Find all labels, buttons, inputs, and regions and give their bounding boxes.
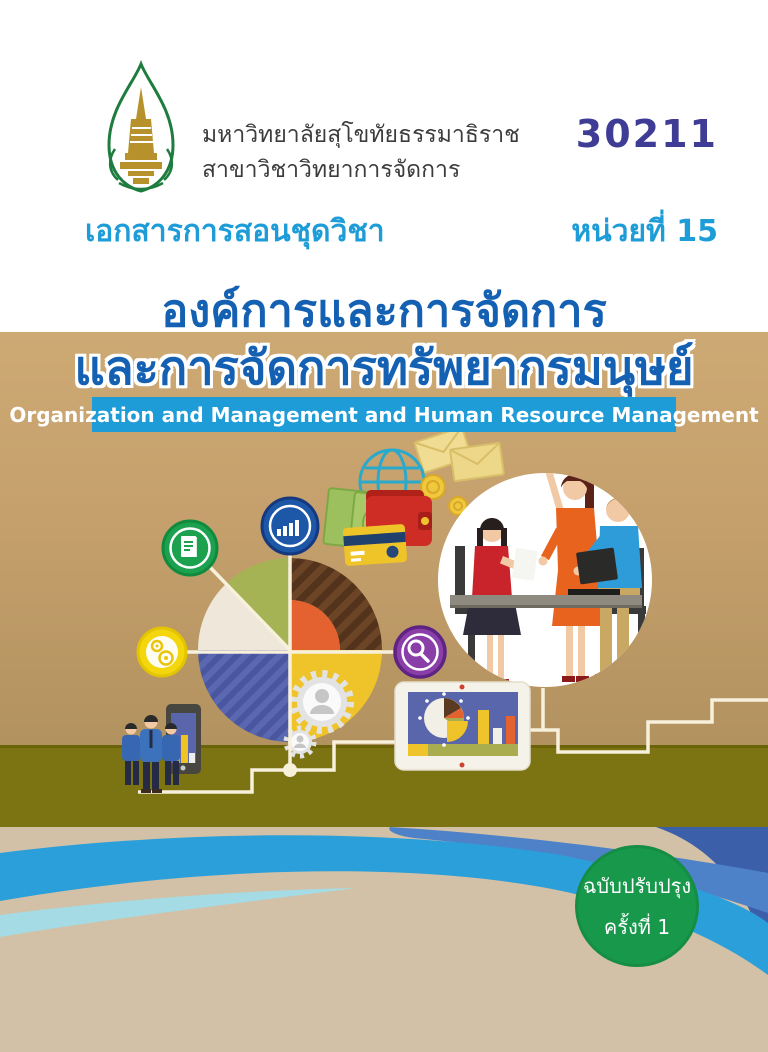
university-name: มหาวิทยาลัยสุโขทัยธรรมาธิราช — [202, 122, 520, 148]
title-english-banner — [9, 397, 759, 432]
series-label: เอกสารการสอนชุดวิชา — [85, 214, 385, 249]
revision-badge-line1: ฉบับปรับปรุง — [582, 873, 692, 898]
wave-cyan — [0, 888, 356, 937]
tablet-analytics-icon — [395, 682, 530, 770]
course-code: 30211 — [575, 112, 718, 156]
envelopes-icon — [414, 430, 504, 481]
revision-badge-line2: ครั้งที่ 1 — [603, 914, 671, 939]
bar-chart-circle-icon — [262, 498, 318, 554]
title-thai-line1: องค์การและการจัดการ — [161, 284, 607, 337]
table — [450, 595, 642, 608]
meeting-illustration — [438, 472, 652, 687]
credit-card-icon — [343, 524, 407, 566]
revision-badge — [575, 845, 699, 967]
stou-logo — [95, 60, 187, 196]
university-block — [202, 118, 520, 188]
document-circle-icon — [163, 521, 217, 575]
team-figures-icon — [122, 715, 180, 793]
unit-label: หน่วยที่ 15 — [571, 214, 718, 249]
title-thai-line2: และการจัดการทรัพยากรมนุษย์ — [74, 341, 694, 396]
management-illustration — [0, 430, 768, 802]
search-circle-icon — [395, 627, 445, 677]
title-english: Organization and Management and Human Resource Management — [9, 402, 759, 427]
school-name: สาขาวิชาวิทยาการจัดการ — [202, 157, 461, 183]
gears-circle-icon — [138, 628, 186, 676]
